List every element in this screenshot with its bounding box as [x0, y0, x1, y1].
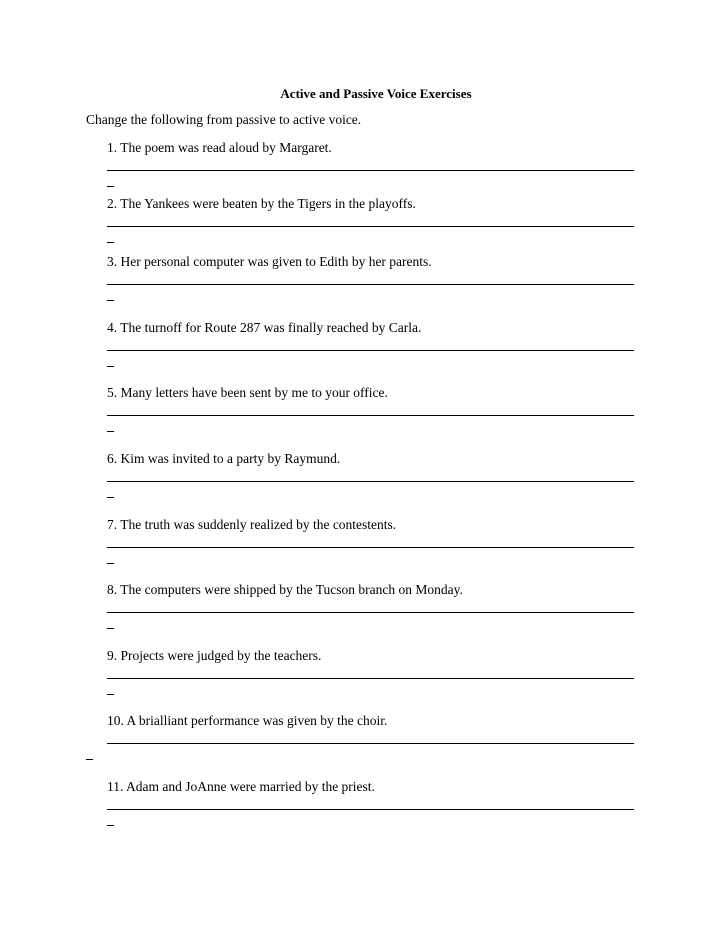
- exercise-question: 5. Many letters have been sent by me to your office.: [107, 385, 388, 400]
- answer-line-tail: [86, 759, 93, 760]
- answer-line: [107, 170, 634, 171]
- exercise-item: [0, 385, 728, 445]
- answer-line: [107, 547, 634, 548]
- exercise-question: 1. The poem was read aloud by Margaret.: [107, 140, 332, 155]
- exercise-item: [0, 254, 728, 314]
- exercise-question: 11. Adam and JoAnne were married by the priest.: [107, 779, 375, 794]
- answer-line-tail: [107, 431, 114, 432]
- exercise-item: [0, 779, 728, 839]
- answer-line-tail: [107, 366, 114, 367]
- answer-line: [107, 481, 634, 482]
- instructions-text: Change the following from passive to active voice.: [86, 112, 362, 127]
- exercise-question: 3. Her personal computer was given to Edith by her parents.: [107, 254, 432, 269]
- exercise-item: [0, 451, 728, 511]
- answer-line-tail: [107, 628, 114, 629]
- answer-line: [107, 678, 634, 679]
- exercise-item: [0, 320, 728, 380]
- exercise-question: 4. The turnoff for Route 287 was finally reached by Carla.: [107, 320, 422, 335]
- exercise-item: [0, 140, 728, 200]
- exercise-item: [0, 648, 728, 708]
- answer-line-tail: [107, 694, 114, 695]
- exercise-question: 8. The computers were shipped by the Tucson branch on Monday.: [107, 582, 463, 597]
- answer-line: [107, 226, 634, 227]
- answer-line: [107, 415, 634, 416]
- exercise-question: 7. The truth was suddenly realized by the contestents.: [107, 517, 397, 532]
- answer-line-tail: [107, 825, 114, 826]
- exercise-question: 9. Projects were judged by the teachers.: [107, 648, 322, 663]
- answer-line: [107, 743, 634, 744]
- exercise-item: [0, 517, 728, 577]
- answer-line: [107, 350, 634, 351]
- answer-line-tail: [107, 186, 114, 187]
- answer-line: [107, 809, 634, 810]
- answer-line-tail: [107, 242, 114, 243]
- exercise-item: [0, 713, 728, 773]
- exercise-question: 2. The Yankees were beaten by the Tigers in the playoffs.: [107, 196, 416, 211]
- answer-line: [107, 612, 634, 613]
- worksheet-title: Active and Passive Voice Exercises: [280, 86, 472, 101]
- exercise-item: [0, 582, 728, 642]
- exercise-question: 6. Kim was invited to a party by Raymund.: [107, 451, 341, 466]
- answer-line: [107, 284, 634, 285]
- exercise-question: 10. A brialliant performance was given by the choir.: [107, 713, 388, 728]
- answer-line-tail: [107, 563, 114, 564]
- exercise-item: [0, 196, 728, 256]
- answer-line-tail: [107, 300, 114, 301]
- answer-line-tail: [107, 497, 114, 498]
